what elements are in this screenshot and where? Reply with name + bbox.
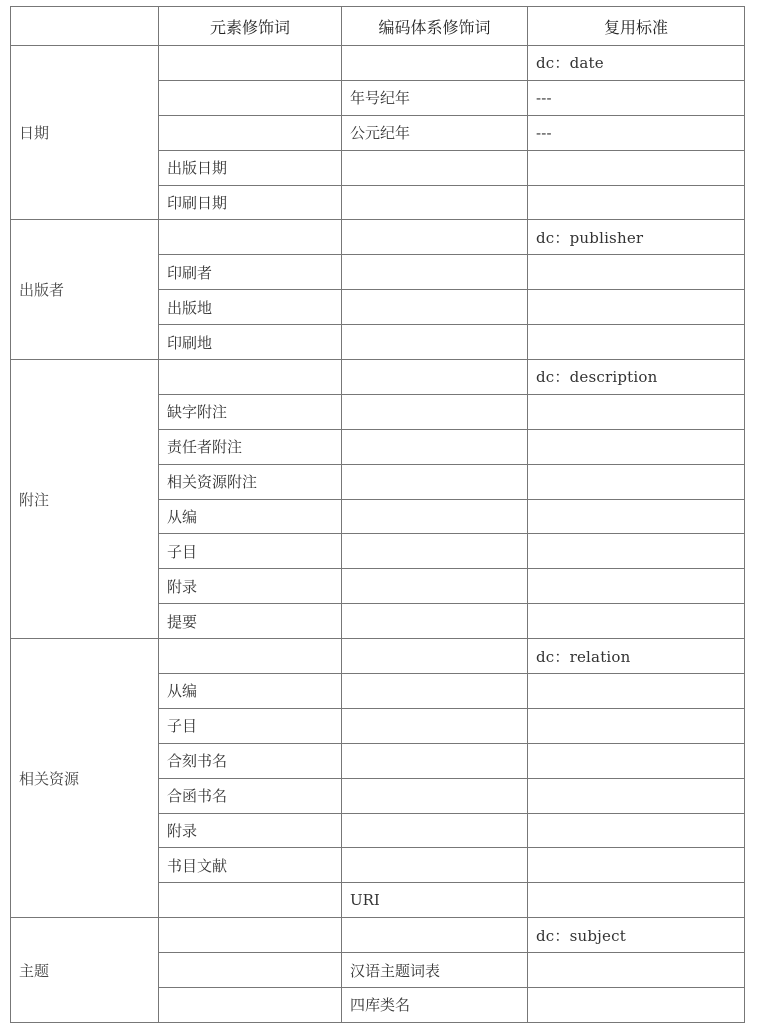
element-qualifier-cell: 子目: [159, 708, 342, 743]
element-qualifier-cell: 书目文献: [159, 848, 342, 883]
reuse-standard-cell: [528, 394, 745, 429]
reuse-standard-cell: [528, 708, 745, 743]
element-qualifier-cell: 附录: [159, 569, 342, 604]
reuse-standard-cell: [528, 813, 745, 848]
table-header-row: [11, 7, 745, 46]
element-name-cell: 主题: [11, 918, 159, 1023]
encoding-qualifier-cell: [342, 429, 528, 464]
reuse-standard-cell: [528, 499, 745, 534]
element-qualifier-cell: [159, 80, 342, 115]
header-cell-reuse-standard: 复用标准: [528, 7, 745, 46]
element-name-cell: 相关资源: [11, 639, 159, 918]
element-qualifier-cell: 子目: [159, 534, 342, 569]
element-qualifier-cell: 出版日期: [159, 150, 342, 185]
encoding-qualifier-cell: [342, 743, 528, 778]
encoding-qualifier-cell: [342, 569, 528, 604]
element-qualifier-cell: [159, 918, 342, 953]
reuse-standard-cell: dc：publisher: [528, 220, 745, 255]
table-row: [11, 360, 745, 395]
element-name-cell: 附注: [11, 360, 159, 639]
encoding-qualifier-cell: [342, 918, 528, 953]
encoding-qualifier-cell: [342, 394, 528, 429]
encoding-qualifier-cell: [342, 185, 528, 220]
header-cell-encoding-qualifier: 编码体系修饰词: [342, 7, 528, 46]
element-qualifier-cell: 缺字附注: [159, 394, 342, 429]
reuse-standard-cell: [528, 674, 745, 709]
reuse-standard-cell: [528, 988, 745, 1023]
encoding-qualifier-cell: 公元纪年: [342, 115, 528, 150]
element-qualifier-cell: 相关资源附注: [159, 464, 342, 499]
element-qualifier-cell: [159, 360, 342, 395]
encoding-qualifier-cell: 四库类名: [342, 988, 528, 1023]
element-qualifier-cell: 从编: [159, 499, 342, 534]
reuse-standard-cell: dc：description: [528, 360, 745, 395]
element-qualifier-cell: 印刷日期: [159, 185, 342, 220]
metadata-table: [10, 6, 745, 1023]
reuse-standard-cell: ---: [528, 115, 745, 150]
element-qualifier-cell: [159, 953, 342, 988]
element-name-cell: 出版者: [11, 220, 159, 360]
reuse-standard-cell: dc：subject: [528, 918, 745, 953]
element-qualifier-cell: 印刷地: [159, 325, 342, 360]
reuse-standard-cell: [528, 778, 745, 813]
reuse-standard-cell: [528, 290, 745, 325]
element-qualifier-cell: [159, 115, 342, 150]
encoding-qualifier-cell: [342, 499, 528, 534]
element-name-cell: 日期: [11, 46, 159, 220]
element-qualifier-cell: 附录: [159, 813, 342, 848]
element-qualifier-cell: 印刷者: [159, 255, 342, 290]
encoding-qualifier-cell: [342, 255, 528, 290]
encoding-qualifier-cell: [342, 46, 528, 81]
reuse-standard-cell: [528, 848, 745, 883]
encoding-qualifier-cell: [342, 534, 528, 569]
element-qualifier-cell: [159, 639, 342, 674]
encoding-qualifier-cell: [342, 220, 528, 255]
encoding-qualifier-cell: [342, 325, 528, 360]
reuse-standard-cell: [528, 953, 745, 988]
encoding-qualifier-cell: [342, 848, 528, 883]
encoding-qualifier-cell: [342, 778, 528, 813]
reuse-standard-cell: dc：relation: [528, 639, 745, 674]
reuse-standard-cell: [528, 534, 745, 569]
encoding-qualifier-cell: [342, 290, 528, 325]
encoding-qualifier-cell: [342, 708, 528, 743]
encoding-qualifier-cell: [342, 360, 528, 395]
element-qualifier-cell: [159, 46, 342, 81]
element-qualifier-cell: [159, 883, 342, 918]
table-row: [11, 220, 745, 255]
element-qualifier-cell: [159, 988, 342, 1023]
header-cell-element-qualifier: 元素修饰词: [159, 7, 342, 46]
element-qualifier-cell: 合刻书名: [159, 743, 342, 778]
reuse-standard-cell: [528, 883, 745, 918]
element-qualifier-cell: [159, 220, 342, 255]
element-qualifier-cell: 从编: [159, 674, 342, 709]
reuse-standard-cell: dc：date: [528, 46, 745, 81]
encoding-qualifier-cell: [342, 674, 528, 709]
element-qualifier-cell: 出版地: [159, 290, 342, 325]
reuse-standard-cell: [528, 150, 745, 185]
encoding-qualifier-cell: 汉语主题词表: [342, 953, 528, 988]
reuse-standard-cell: [528, 743, 745, 778]
reuse-standard-cell: [528, 569, 745, 604]
reuse-standard-cell: [528, 185, 745, 220]
element-qualifier-cell: 提要: [159, 604, 342, 639]
reuse-standard-cell: [528, 325, 745, 360]
encoding-qualifier-cell: [342, 813, 528, 848]
reuse-standard-cell: ---: [528, 80, 745, 115]
encoding-qualifier-cell: URI: [342, 883, 528, 918]
table-row: [11, 918, 745, 953]
element-qualifier-cell: 责任者附注: [159, 429, 342, 464]
encoding-qualifier-cell: [342, 150, 528, 185]
header-cell-element: [11, 7, 159, 46]
reuse-standard-cell: [528, 255, 745, 290]
encoding-qualifier-cell: [342, 604, 528, 639]
reuse-standard-cell: [528, 429, 745, 464]
table-row: [11, 46, 745, 81]
reuse-standard-cell: [528, 604, 745, 639]
encoding-qualifier-cell: [342, 639, 528, 674]
encoding-qualifier-cell: [342, 464, 528, 499]
reuse-standard-cell: [528, 464, 745, 499]
table-row: [11, 639, 745, 674]
table-body: [11, 46, 745, 1023]
element-qualifier-cell: 合函书名: [159, 778, 342, 813]
encoding-qualifier-cell: 年号纪年: [342, 80, 528, 115]
